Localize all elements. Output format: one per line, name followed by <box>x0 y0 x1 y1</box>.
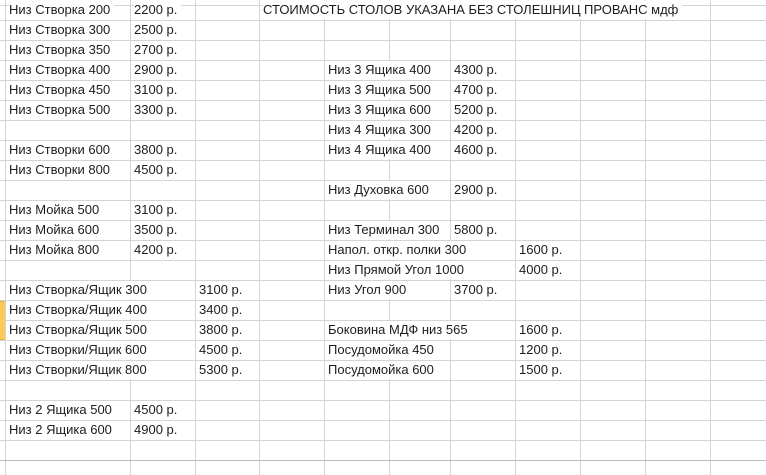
cell-A12[interactable]: Низ Мойка 600 <box>9 221 103 239</box>
cell-E5[interactable]: Низ 3 Ящика 500 <box>328 81 435 99</box>
cell-B11[interactable]: 3100 р. <box>134 201 181 219</box>
cell-G5[interactable]: 4700 р. <box>454 81 501 99</box>
cell-D1[interactable]: СТОИМОСТЬ СТОЛОВ УКАЗАНА БЕЗ СТОЛЕШНИЦ <box>263 1 585 19</box>
cell-E19[interactable]: Посудомойка 600 <box>328 361 438 379</box>
cell-G10[interactable]: 2900 р. <box>454 181 501 199</box>
gridline <box>259 0 260 475</box>
gridline <box>515 0 516 475</box>
cell-B8[interactable]: 3800 р. <box>134 141 181 159</box>
cell-E12[interactable]: Низ Терминал 300 <box>328 221 443 239</box>
cell-A16[interactable]: Низ Створка/Ящик 400 <box>9 301 151 319</box>
cell-A4[interactable]: Низ Створка 400 <box>9 61 114 79</box>
cell-B21[interactable]: 4500 р. <box>134 401 181 419</box>
cell-H18[interactable]: 1200 р. <box>519 341 566 359</box>
cell-A1[interactable]: Низ Створка 200 <box>9 1 114 19</box>
range-bottom-border <box>0 460 766 461</box>
cell-B22[interactable]: 4900 р. <box>134 421 181 439</box>
gridline <box>580 0 581 475</box>
cell-E18[interactable]: Посудомойка 450 <box>328 341 438 359</box>
gridline <box>645 0 646 475</box>
gridline <box>324 0 325 475</box>
cell-G7[interactable]: 4200 р. <box>454 121 501 139</box>
cell-A5[interactable]: Низ Створка 450 <box>9 81 114 99</box>
cell-E6[interactable]: Низ 3 Ящика 600 <box>328 101 435 119</box>
cell-B3[interactable]: 2700 р. <box>134 41 181 59</box>
cell-B13[interactable]: 4200 р. <box>134 241 181 259</box>
cell-A17[interactable]: Низ Створка/Ящик 500 <box>9 321 151 339</box>
cell-A9[interactable]: Низ Створки 800 <box>9 161 114 179</box>
cell-B1[interactable]: 2200 р. <box>134 1 181 19</box>
cell-A19[interactable]: Низ Створки/Ящик 800 <box>9 361 151 379</box>
cell-B2[interactable]: 2500 р. <box>134 21 181 39</box>
cell-H19[interactable]: 1500 р. <box>519 361 566 379</box>
cell-H13[interactable]: 1600 р. <box>519 241 566 259</box>
cell-H17[interactable]: 1600 р. <box>519 321 566 339</box>
cell-E15[interactable]: Низ Угол 900 <box>328 281 410 299</box>
cell-C19[interactable]: 5300 р. <box>199 361 246 379</box>
cell-A6[interactable]: Низ Створка 500 <box>9 101 114 119</box>
cell-C16[interactable]: 3400 р. <box>199 301 246 319</box>
cell-G6[interactable]: 5200 р. <box>454 101 501 119</box>
cell-G8[interactable]: 4600 р. <box>454 141 501 159</box>
cell-E13[interactable]: Напол. откр. полки 300 <box>328 241 470 259</box>
cell-A13[interactable]: Низ Мойка 800 <box>9 241 103 259</box>
cell-C17[interactable]: 3800 р. <box>199 321 246 339</box>
cell-G4[interactable]: 4300 р. <box>454 61 501 79</box>
cell-B4[interactable]: 2900 р. <box>134 61 181 79</box>
cell-G12[interactable]: 5800 р. <box>454 221 501 239</box>
gridline <box>195 0 196 475</box>
gridline <box>5 0 6 475</box>
cell-A22[interactable]: Низ 2 Ящика 600 <box>9 421 116 439</box>
cell-A15[interactable]: Низ Створка/Ящик 300 <box>9 281 151 299</box>
gridline <box>710 0 711 475</box>
cell-G15[interactable]: 3700 р. <box>454 281 501 299</box>
cell-C18[interactable]: 4500 р. <box>199 341 246 359</box>
cell-E8[interactable]: Низ 4 Ящика 400 <box>328 141 435 159</box>
cell-E14[interactable]: Низ Прямой Угол 1000 <box>328 261 468 279</box>
cell-H14[interactable]: 4000 р. <box>519 261 566 279</box>
highlighted-cell-strip <box>0 301 5 340</box>
cell-A3[interactable]: Низ Створка 350 <box>9 41 114 59</box>
cell-A11[interactable]: Низ Мойка 500 <box>9 201 103 219</box>
cell-A8[interactable]: Низ Створки 600 <box>9 141 114 159</box>
cell-B6[interactable]: 3300 р. <box>134 101 181 119</box>
cell-I1[interactable]: ПРОВАНС мдф <box>584 1 682 19</box>
cell-E4[interactable]: Низ 3 Ящика 400 <box>328 61 435 79</box>
cell-E7[interactable]: Низ 4 Ящика 300 <box>328 121 435 139</box>
cell-A2[interactable]: Низ Створка 300 <box>9 21 114 39</box>
cell-E10[interactable]: Низ Духовка 600 <box>328 181 433 199</box>
cell-B5[interactable]: 3100 р. <box>134 81 181 99</box>
cell-C15[interactable]: 3100 р. <box>199 281 246 299</box>
cell-E17[interactable]: Боковина МДФ низ 565 <box>328 321 472 339</box>
cell-B12[interactable]: 3500 р. <box>134 221 181 239</box>
gridline <box>450 0 451 475</box>
gridline <box>130 0 131 475</box>
cell-A18[interactable]: Низ Створки/Ящик 600 <box>9 341 151 359</box>
cell-A21[interactable]: Низ 2 Ящика 500 <box>9 401 116 419</box>
cell-B9[interactable]: 4500 р. <box>134 161 181 179</box>
